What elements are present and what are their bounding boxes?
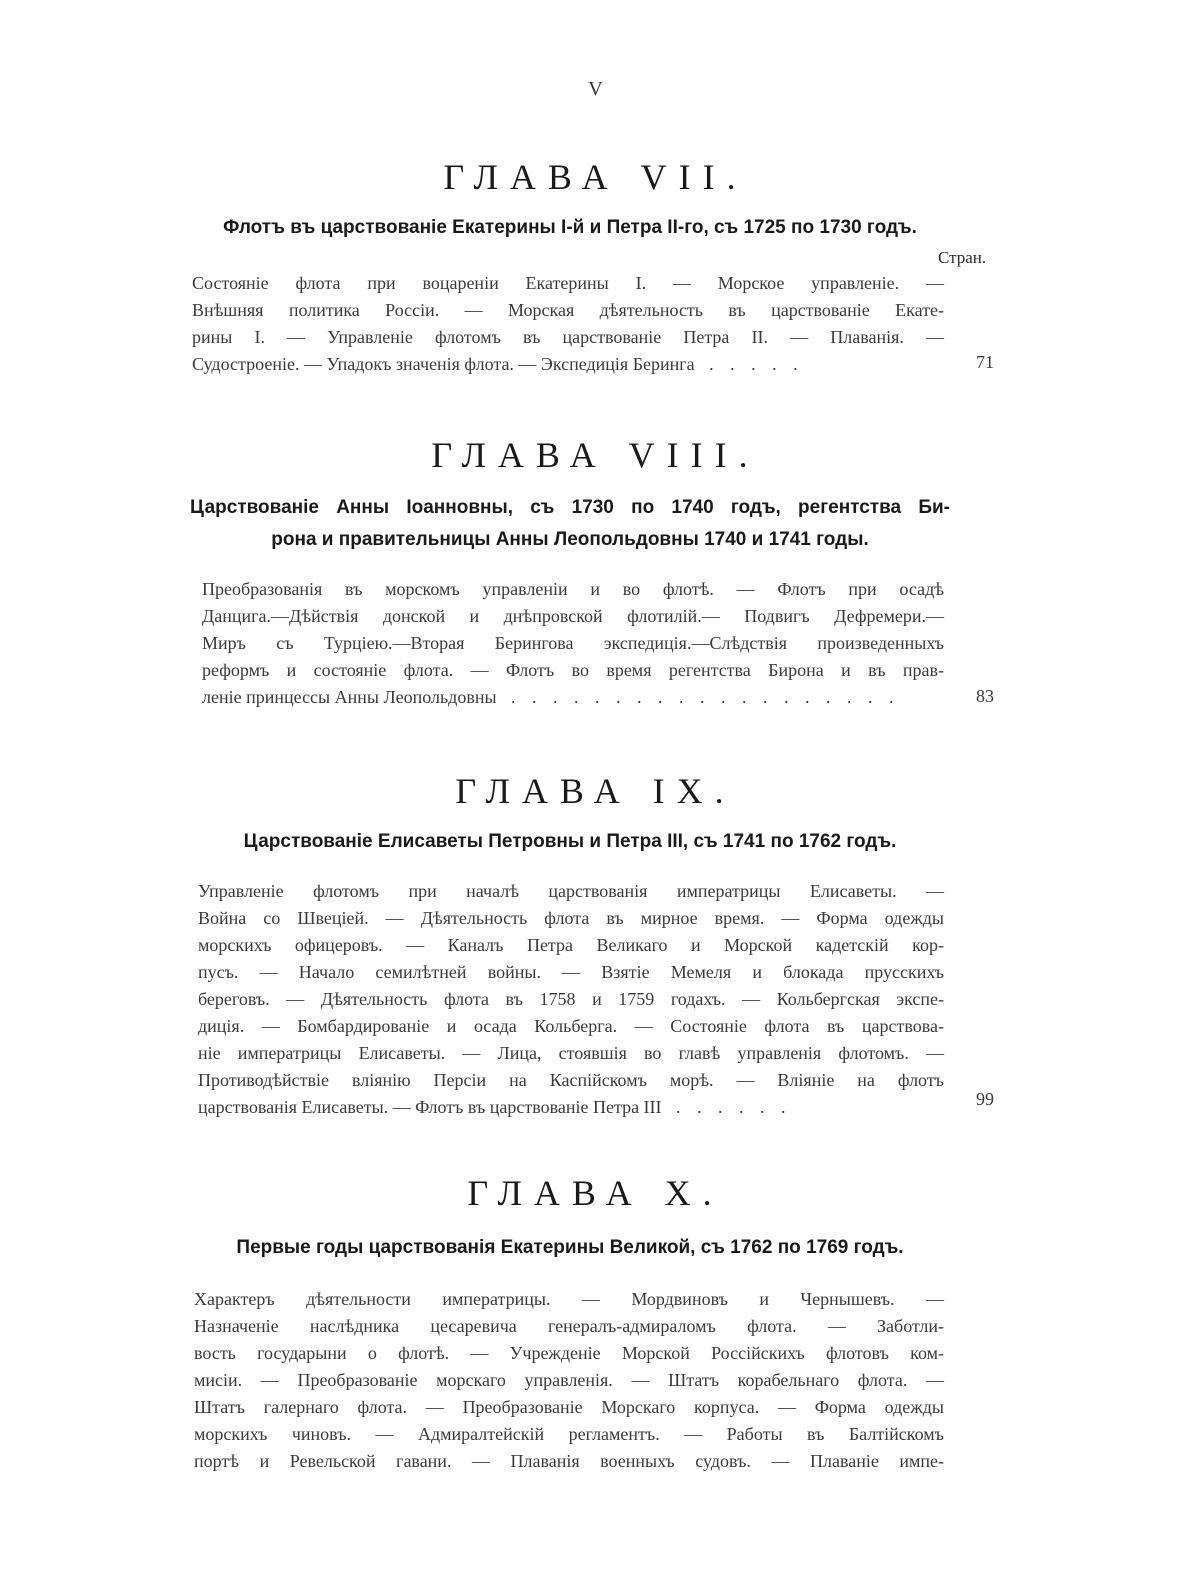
chapter-summary [198,878,944,1121]
chapter-title-line: Первые годы царствованія Екатерины Великой, съ 1762 по 1769 годъ. [236,1237,904,1258]
summary-line: Состояніе флота при воцареніи Екатерины I. — Морское управленіе. — [192,273,944,293]
chapter-heading: ГЛАВА X. [467,1173,724,1213]
chapter-title-line: Царствованіе Елисаветы Петровны и Петра III, съ 1741 по 1762 годъ. [243,831,897,852]
summary-line: Управленіе флотомъ при началѣ царствованія императрицы Елисаветы. — [198,881,944,901]
summary-line: вость государыни о флотѣ. — Учрежденіе Морской Россійскихъ флотовъ ком- [194,1343,944,1363]
summary-line: Война со Швеціей. — Дѣятельность флота въ мирное время. — Форма одежды [198,908,944,928]
summary-line-text: царствованія Елисаветы. — Флотъ въ царствованіе Петра III [198,1097,662,1117]
chapter-heading: ГЛАВА VII. [443,157,748,197]
summary-line: Характеръ дѣятельности императрицы. — Мордвиновъ и Чернышевъ. — [194,1289,944,1309]
chapter-title-line: Царствованіе Анны Іоанновны, съ 1730 по 1740 годъ, регентства Би- [190,497,950,518]
summary-line: реформъ и состояніе флота. — Флотъ во время регентства Бирона и въ прав- [202,660,944,680]
summary-line: морскихъ офицеровъ. — Каналъ Петра Великаго и Морской кадетскій кор- [198,935,944,955]
summary-line: Штатъ галернаго флота. — Преобразованіе Морскаго корпуса. — Форма одежды [194,1397,944,1417]
summary-line: береговъ. — Дѣятельность флота въ 1758 и 1759 годахъ. — Кольбергская экспе- [198,989,944,1009]
chapter-heading: ГЛАВА IX. [455,771,736,811]
summary-line-last [202,684,944,711]
chapter-summary [194,1286,944,1475]
summary-line-text: леніе принцессы Анны Леопольдовны [202,687,497,707]
chapter-title-line: рона и правительницы Анны Леопольдовны 1740 и 1741 годы. [271,529,869,550]
summary-line: портѣ и Ревельской гавани. — Плаванія военныхъ судовъ. — Плаваніе импе- [194,1451,944,1471]
summary-line-text: Судостроеніе. — Упадокъ значенія флота. — Экспедиція Беринга [192,354,695,374]
summary-line: ніе императрицы Елисаветы. — Лица, стоявшія во главѣ управленія флотомъ. — [198,1043,944,1063]
summary-line: Преобразованія въ морскомъ управленіи и во флотѣ. — Флотъ при осадѣ [202,579,944,599]
page-column-label: Стран. [938,248,987,267]
chapter-summary [202,576,944,711]
leader-dots: . . . . . . . . . . . . . . . . . . . [500,687,900,707]
summary-line-last [198,1094,944,1121]
summary-line: рины I. — Управленіе флотомъ въ царствованіе Петра II. — Плаванія. — [192,327,944,347]
summary-line: пусъ. — Начало семилѣтней войны. — Взятіе Мемеля и блокада прусскихъ [198,962,944,982]
page-ref: 99 [976,1089,994,1109]
summary-line-last [192,351,944,378]
page-number: V [588,78,603,100]
chapter-title [190,1232,950,1264]
chapter-title-line: Флотъ въ царствованіе Екатерины I-й и Петра II-го, съ 1725 по 1730 годъ. [223,217,917,238]
chapter-title [190,826,950,858]
summary-line: диція. — Бомбардированіе и осада Кольберга. — Состояніе флота въ царствова- [198,1016,944,1036]
leader-dots: . . . . . . [665,1097,792,1117]
summary-line: Противодѣйствіе вліянію Персіи на Каспійскомъ морѣ. — Вліяніе на флотъ [198,1070,944,1090]
summary-line: Внѣшняя политика Россіи. — Морская дѣятельность въ царствованіе Екате- [192,300,944,320]
summary-line: мисіи. — Преобразованіе морскаго управленія. — Штатъ корабельнаго флота. — [194,1370,944,1390]
chapter-summary [192,270,944,378]
summary-line: Миръ съ Турціею.—Вторая Берингова экспедиція.—Слѣдствія произведенныхъ [202,633,944,653]
summary-line: морскихъ чиновъ. — Адмиралтейскій регламентъ. — Работы въ Балтійскомъ [194,1424,944,1444]
leader-dots: . . . . . [698,354,804,374]
page-ref: 71 [976,352,994,372]
chapter-heading: ГЛАВА VIII. [431,435,760,475]
page-ref: 83 [976,686,994,706]
chapter-title [190,492,950,556]
summary-line: Данцига.—Дѣйствія донской и днѣпровской флотилій.— Подвигъ Дефремери.— [202,606,944,626]
chapter-title [180,212,960,244]
summary-line: Назначеніе наслѣдника цесаревича генералъ-адмираломъ флота. — Заботли- [194,1316,944,1336]
